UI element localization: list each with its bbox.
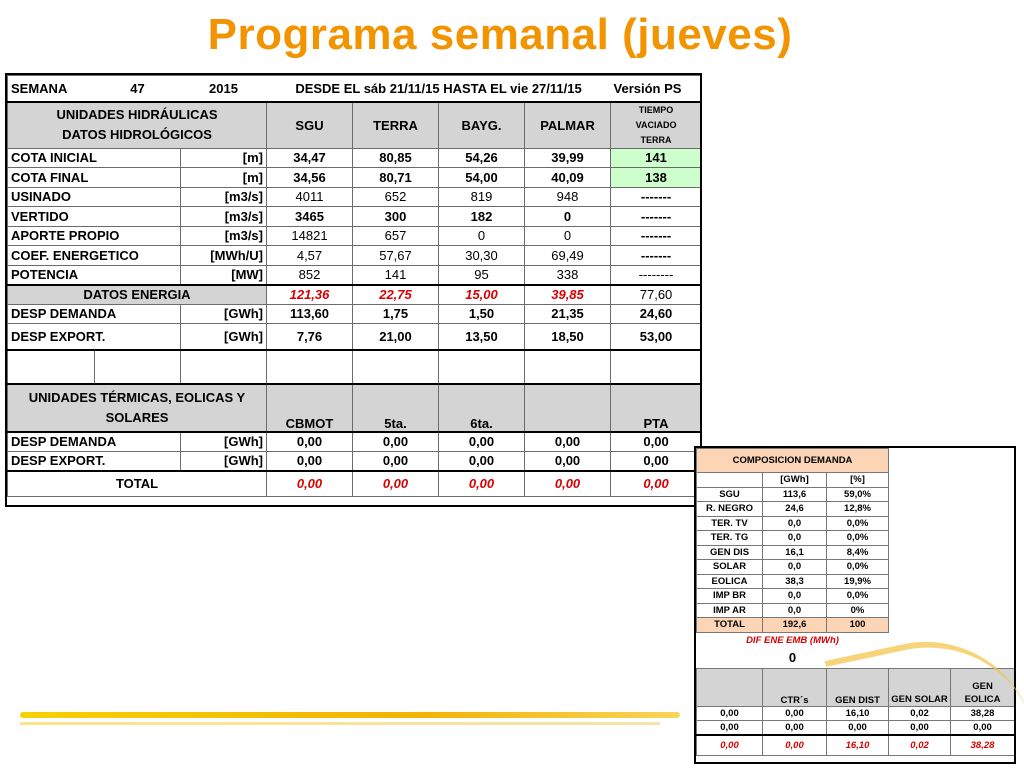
hydro-header-row: [8, 102, 702, 149]
row-vertido: VERTIDO [m3/s] 3465 300 182 0 -------: [8, 207, 702, 227]
gen-row: 0,00 0,00 16,10 0,02 38,28: [697, 706, 1015, 721]
gen-row: 0,00 0,00 0,00 0,00 0,00: [697, 721, 1015, 736]
row-aporte-propio: APORTE PROPIO [m3/s] 14821 657 0 0 -------: [8, 226, 702, 246]
version: Versión PS: [611, 76, 702, 102]
row-cota-inicial: COTA INICIAL [m] 34,47 80,85 54,26 39,99 141: [8, 148, 702, 168]
row-datos-energia: DATOS ENERGIA 121,36 22,75 15,00 39,85 77,60: [8, 285, 702, 305]
comp-row: SOLAR 0,0 0,0%: [697, 560, 1015, 575]
decorative-line-thin: [20, 722, 660, 725]
row-cota-final: COTA FINAL [m] 34,56 80,71 54,00 40,09 138: [8, 168, 702, 188]
thermal-row-demanda: DESP DEMANDA [GWh] 0,00 0,00 0,00 0,00 0,00: [8, 432, 702, 452]
row-coef-energetico: COEF. ENERGETICO [MWh/U] 4,57 57,67 30,30 69,49 -------: [8, 246, 702, 266]
col-palmar: PALMAR: [525, 102, 611, 149]
thermal-row-total: TOTAL 0,00 0,00 0,00 0,00 0,00: [8, 471, 702, 497]
comp-row: IMP AR 0,0 0%: [697, 603, 1015, 618]
unit-gwh: [GWh]: [763, 473, 827, 488]
row-desp-export: DESP EXPORT. [GWh] 7,76 21,00 13,50 18,50 53,00: [8, 324, 702, 350]
row-usinado: USINADO [m3/s] 4011 652 819 948 -------: [8, 187, 702, 207]
col-tiempo-vaciado: TIEMPO VACIADO TERRA: [611, 102, 702, 149]
row-potencia: POTENCIA [MW] 852 141 95 338 --------: [8, 265, 702, 285]
col-terra: TERRA: [353, 102, 439, 149]
comp-row: IMP BR 0,0 0,0%: [697, 589, 1015, 604]
comp-row: GEN DIS 16,1 8,4%: [697, 545, 1015, 560]
semana-number: 47: [95, 76, 181, 102]
comp-row: R. NEGRO 24,6 12,8%: [697, 502, 1015, 517]
col-blank: [525, 384, 611, 432]
gen-header-row: CTR´s GEN DIST GEN SOLAR GEN EOLICA: [697, 668, 1015, 706]
col-bayg: BAYG.: [439, 102, 525, 149]
col-sgu: SGU: [267, 102, 353, 149]
thermal-title: UNIDADES TÉRMICAS, EOLICAS Y SOLARES: [8, 384, 267, 432]
col-5ta: 5ta.: [353, 384, 439, 432]
dif-label: DIF ENE EMB (MWh): [746, 634, 839, 646]
date-range: DESDE EL sáb 21/11/15 HASTA EL vie 27/11/15: [267, 76, 611, 102]
unit-pct: [%]: [827, 473, 889, 488]
comp-row: TER. TV 0,0 0,0%: [697, 516, 1015, 531]
comp-row: EOLICA 38,3 19,9%: [697, 574, 1015, 589]
col-6ta: 6ta.: [439, 384, 525, 432]
hydro-title: UNIDADES HIDRÁULICAS DATOS HIDROLÓGICOS: [8, 102, 267, 149]
thermal-row-export: DESP EXPORT. [GWh] 0,00 0,00 0,00 0,00 0,00: [8, 451, 702, 471]
comp-row: SGU 113,6 59,0%: [697, 487, 1015, 502]
year: 2015: [181, 76, 267, 102]
thermal-header-row: [8, 384, 702, 432]
empty-row: [8, 350, 702, 384]
comp-row: TER. TG 0,0 0,0%: [697, 531, 1015, 546]
dif-value: 0: [788, 650, 797, 666]
page-title: Programa semanal (jueves): [207, 10, 793, 59]
comp-total-row: TOTAL 192,6 100: [697, 618, 1015, 633]
semana-label: SEMANA: [8, 76, 95, 102]
header-row: [8, 76, 702, 102]
row-desp-demanda: DESP DEMANDA [GWh] 113,60 1,75 1,50 21,35 24,60: [8, 304, 702, 324]
decorative-line: [20, 712, 680, 718]
col-cbmot: CBMOT: [267, 384, 353, 432]
gen-total-row: 0,00 0,00 16,10 0,02 38,28: [697, 735, 1015, 755]
weekly-program-table: [5, 73, 702, 507]
composition-title: COMPOSICION DEMANDA: [697, 449, 889, 473]
col-pta: PTA: [611, 384, 702, 432]
